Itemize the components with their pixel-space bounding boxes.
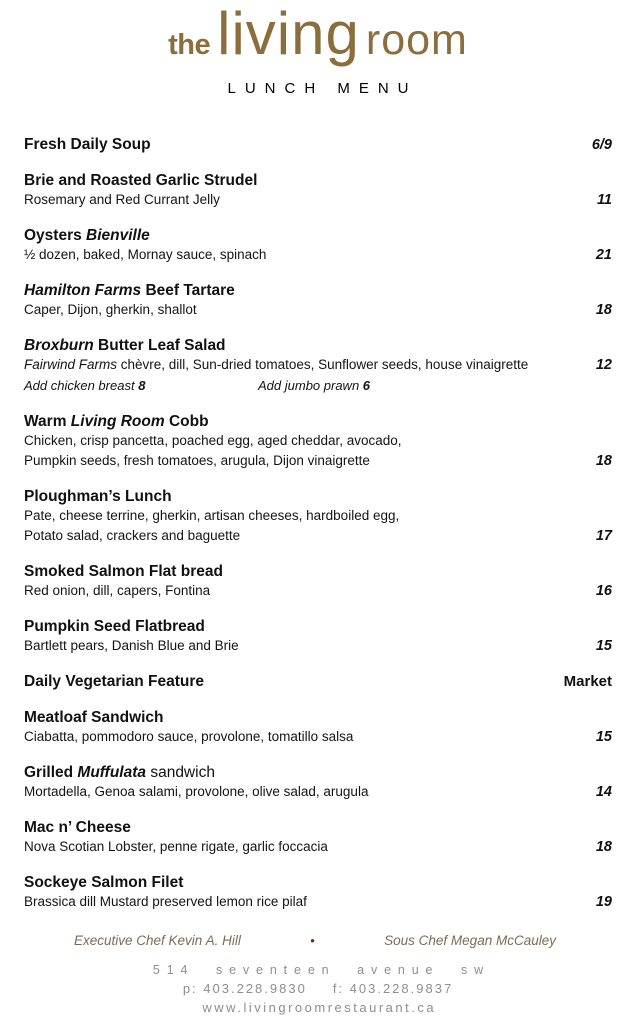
restaurant-logo [0, 0, 636, 67]
item-price: 14 [595, 784, 612, 800]
item-description: Pumpkin seeds, fresh tomatoes, arugula, Dijon vinaigrette [24, 453, 370, 468]
menu-item [24, 763, 612, 802]
item-description: Pate, cheese terrine, gherkin, artisan cheeses, hardboiled egg, [24, 508, 400, 523]
logo-word-living: living [217, 0, 360, 67]
logo-word-the: the [168, 29, 211, 61]
item-price: 18 [595, 839, 612, 855]
menu-item [24, 281, 612, 320]
logo-word-room: room [365, 16, 468, 64]
chef-credits [74, 933, 556, 948]
bullet-separator-icon: • [310, 933, 315, 948]
item-price: 15 [595, 729, 612, 745]
item-price: 12 [595, 357, 612, 373]
item-description: Bartlett pears, Danish Blue and Brie [24, 638, 239, 653]
menu-item [24, 336, 612, 396]
item-title: Brie and Roasted Garlic Strudel [24, 172, 258, 189]
item-description: Rosemary and Red Currant Jelly [24, 192, 220, 207]
item-description: Caper, Dijon, gherkin, shallot [24, 302, 197, 317]
menu-header [0, 0, 636, 97]
menu-item [24, 135, 612, 155]
menu-item [24, 412, 612, 471]
item-title: Sockeye Salmon Filet [24, 874, 184, 891]
item-title: Meatloaf Sandwich [24, 709, 164, 726]
executive-chef-label: Executive Chef Kevin A. Hill [74, 933, 241, 948]
item-price: 16 [595, 583, 612, 599]
item-description: Brassica dill Mustard preserved lemon rice pilaf [24, 894, 307, 909]
menu-item [24, 818, 612, 857]
phone-fax-line [0, 981, 636, 996]
phone-number: p: 403.228.9830 [182, 981, 307, 996]
item-title: Fresh Daily Soup [24, 136, 151, 153]
restaurant-contact-block [0, 963, 636, 1015]
item-description: Potato salad, crackers and baguette [24, 528, 241, 543]
item-price: 15 [595, 638, 612, 654]
website-url: www.livingroomrestaurant.ca [202, 1000, 437, 1015]
item-price: 21 [595, 247, 612, 263]
item-title: Daily Vegetarian Feature [24, 673, 205, 690]
menu-item-list [0, 135, 636, 912]
item-title: Grilled Muffulata sandwich [24, 764, 215, 781]
item-description: Chicken, crisp pancetta, poached egg, aged cheddar, avocado, [24, 433, 402, 448]
item-price: 17 [595, 528, 612, 544]
menu-item [24, 562, 612, 601]
fax-number: f: 403.228.9837 [332, 981, 454, 996]
item-description: ½ dozen, baked, Mornay sauce, spinach [24, 247, 267, 262]
sous-chef-label: Sous Chef Megan McCauley [384, 933, 556, 948]
menu-item [24, 672, 612, 692]
menu-item [24, 617, 612, 656]
item-title: Mac n’ Cheese [24, 819, 131, 836]
item-title: Broxburn Butter Leaf Salad [24, 337, 226, 354]
menu-item [24, 708, 612, 747]
addon-prawn: Add jumbo prawn 6 [258, 378, 371, 393]
item-description: Fairwind Farms chèvre, dill, Sun-dried tomatoes, Sunflower seeds, house vinaigrette [24, 357, 529, 372]
item-addons [24, 375, 612, 396]
menu-item [24, 226, 612, 265]
item-price: 18 [595, 302, 612, 318]
item-title: Warm Living Room Cobb [24, 413, 209, 430]
menu-item [24, 873, 612, 912]
street-address: 514 seventeen avenue sw [152, 963, 490, 977]
menu-item [24, 487, 612, 546]
item-title: Hamilton Farms Beef Tartare [24, 282, 235, 299]
item-title: Smoked Salmon Flat bread [24, 563, 223, 580]
item-description: Nova Scotian Lobster, penne rigate, garlic foccacia [24, 839, 328, 854]
menu-item [24, 171, 612, 210]
item-title: Oysters Bienville [24, 227, 150, 244]
item-description: Red onion, dill, capers, Fontina [24, 583, 211, 598]
item-description: Mortadella, Genoa salami, provolone, olive salad, arugula [24, 784, 369, 799]
item-title: Ploughman’s Lunch [24, 488, 172, 505]
item-price: 18 [595, 453, 612, 469]
item-price: 6/9 [591, 137, 612, 153]
addon-chicken: Add chicken breast 8 [24, 378, 146, 393]
item-description: Ciabatta, pommodoro sauce, provolone, tomatillo salsa [24, 729, 354, 744]
item-price: 19 [595, 894, 612, 910]
item-price: 11 [596, 192, 612, 208]
item-price: Market [563, 673, 612, 690]
menu-section-title: LUNCH MENU [227, 80, 418, 97]
item-title: Pumpkin Seed Flatbread [24, 618, 205, 635]
